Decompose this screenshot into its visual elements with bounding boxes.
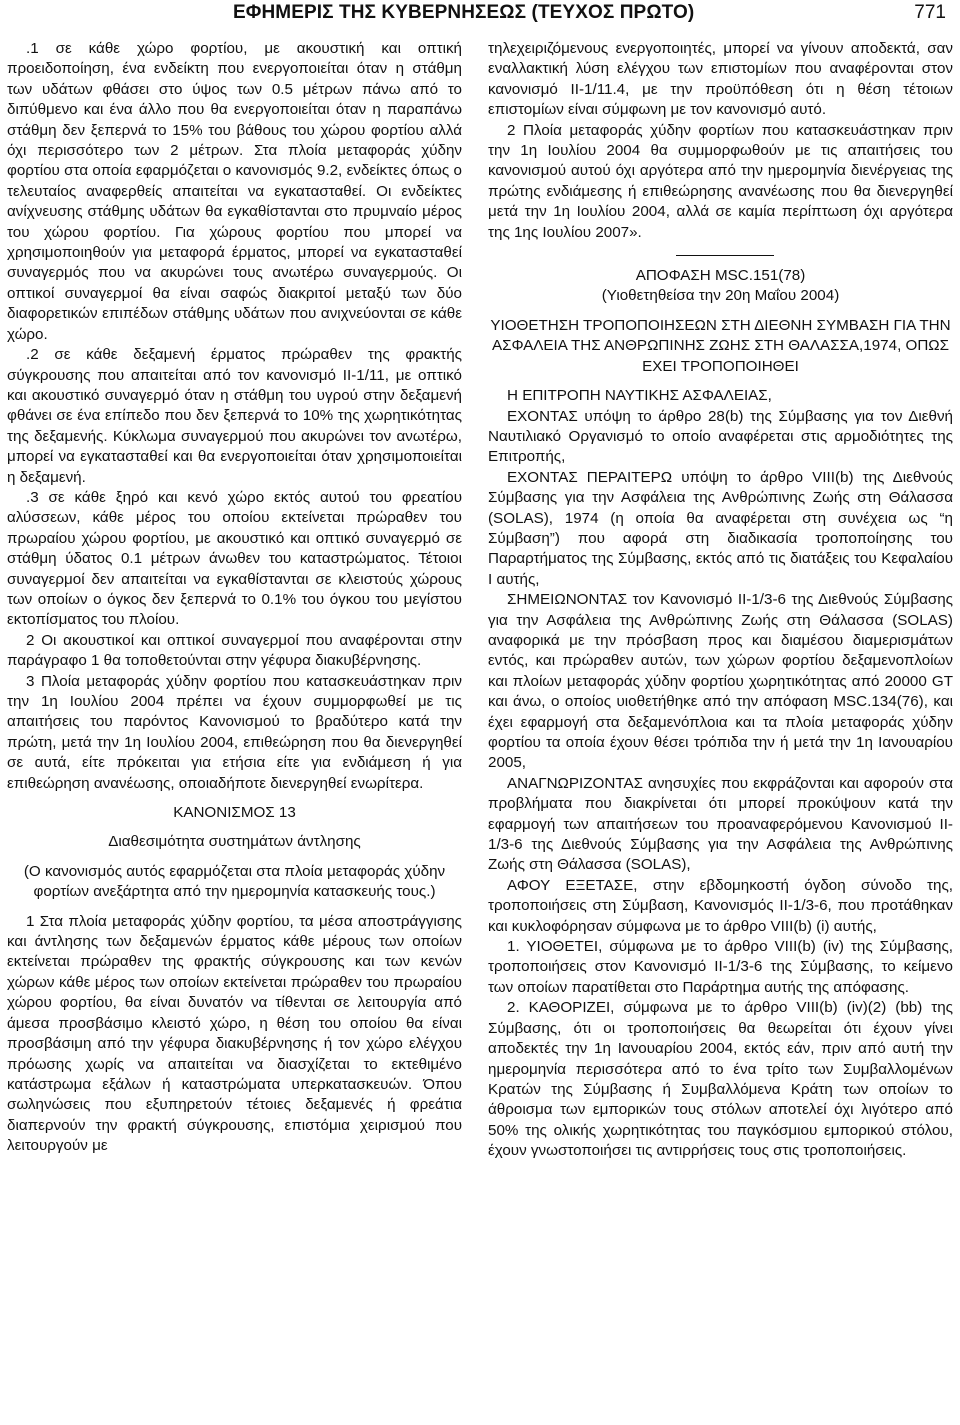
recital-further-bearing: ΕΧΟΝΤΑΣ ΠΕΡΑΙΤΕΡΩ υπόψη το άρθρο VIII(b) της Διεθνούς Σύμβασης για την Ασφάλεια της Ανθρώπινης Ζωής στη Θάλασσα (SOLAS), 1974 (η οποία θα αναφέρεται στη συνέχεια ως “η Σύμβαση”) που αφορά στη διαδικασία τροποποίησης του Παραρτήματος της Σύμβασης, εκτός από τις διατάξεις του Κεφαλαίου I αυτής, [488, 468, 953, 588]
recital-noting: ΣΗΜΕΙΩΝΟΝΤΑΣ τον Κανονισμό II-1/3-6 της Διεθνούς Σύμβασης για την Ασφάλεια της Ανθρώπινης Ζωής στη Θάλασσα (SOLAS) αναφορικά με την πρόσβαση προς και διαμέσου διαμερισμάτων εντός, και πρώραθεν αυτών, των χώρων φορτίου δεξαμενοπλοίων και πλοίων μεταφοράς χύδην φορτίου χωρητικότητας από 20000 GT και άνω, ο οποίος υιοθετήθηκε από την απόφαση MSC.134(76), και έχει εφαρμογή στα δεξαμενόπλοια και τα πλοία μεταφοράς χύδην φορτίου τα οποία έχουν θέσει τρόπιδα την ή μετά την 1η Ιανουαρίου 2005, [488, 591, 953, 772]
paragraph-drainage: 1 Στα πλοία μεταφοράς χύδην φορτίου, τα μέσα αποστράγγισης και άντλησης των δεξαμενών έρματος κάθε μέρους των οποίων εκτείνεται πρώραθεν της φρακτής σύγκρουσης και των κενών χώρων κάθε μέρος των οποίων εκτείνεται πρώραθεν του πρωραίου χώρου φορτίου, θα είναι δυνατόν να τίθενται σε λειτουργία από άμεσα προσβάσιμο κλειστό χώρο, η θέση του οποίου θα είναι προσβάσιμη από την γέφυρα διακυβέρνησης ή τον χώρο ελέγχου πρόωσης χωρίς να απαιτείται να διασχίζεται το εκτεθιμένο κατάστρωμα εξάλων ή καταστρώματα υπερκατασκευών. Όπου σωληνώσεις που εξυπηρετούν τέτοιες δεξαμενές ή φρεάτια διαπερνούν την φρακτή σύγκρουσης, επιστόμια χειρισμού που λειτουργούν με [7, 912, 462, 1155]
adoption-title: ΥΙΟΘΕΤΗΣΗ ΤΡΟΠΟΠΟΙΗΣΕΩΝ ΣΤΗ ΔΙΕΘΝΗ ΣΥΜΒΑΣΗ ΓΙΑ ΤΗΝ ΑΣΦΑΛΕΙΑ ΤΗΣ ΑΝΘΡΩΠΙΝΗΣ ΖΩΗΣ ΣΤΗ ΘΑΛΑΣΣΑ,1974, ΟΠΩΣ ΕΧΕΙ ΤΡΟΠΟΠΟΙΗΘΕΙ [490, 316, 951, 375]
paragraph-item-3: .3 σε κάθε ξηρό και κενό χώρο εκτός αυτού του φρεατίου αλύσσεων, κάθε μέρος του οποίου εκτείνεται πρώραθεν του πρωραίου χώρου φορτίου, με ακουστικό και οπτικό συναγερμό σε στάθμη ύδατος 0.1 μέτρων άνωθεν του καταστρώματος. Τέτοιοι συναγερμοί δεν απαιτείται να εγκαθίστανται σε κλειστούς χώρους των οποίων ο όγκος δεν ξεπερνά το 0.1% του όγκου του μεγίστου εκτοπίσματος του πλοίου. [7, 488, 462, 629]
page-number: 771 [914, 2, 946, 23]
left-column [7, 39, 462, 1157]
running-title: ΕΦΗΜΕΡΙΣ ΤΗΣ ΚΥΒΕΡΝΗΣΕΩΣ (ΤΕΥΧΟΣ ΠΡΩΤΟ) [233, 2, 695, 23]
paragraph-alarms-location: 2 Οι ακουστικοί και οπτικοί συναγερμοί που αναφέρονται στην παράγραφο 1 θα τοποθετούνται στην γέφυρα διακυβέρνησης. [7, 631, 462, 670]
regulation-subtitle: Διαθεσιμότητα συστημάτων άντλησης [108, 833, 361, 851]
paragraph-existing-ships: 3 Πλοία μεταφοράς χύδην φορτίου που κατασκευάστηκαν πριν την 1η Ιουλίου 2004 πρέπει να έχουν συμμορφωθεί με τις απαιτήσεις του παρόντος Κανονισμού το βραδύτερο κατά την πρώτη, μετά την 1η Ιουλίου 2004, επιθεώρηση που θα διενεργηθεί σε αυτά, είτε πρόκειται για ετήσια είτε για ενδιάμεση ή για επιθεώρηση ανανέωσης, οποιαδήποτε διενεργηθεί ενωρίτερα. [7, 672, 462, 792]
paragraph-item-2: .2 σε κάθε δεξαμενή έρματος πρώραθεν της φρακτής σύγκρουσης που απαιτείται από τον κανονισμό II-1/11, με οπτικό και ακουστικό συναγερμό όταν η στάθμη του υγρού στην δεξαμενή φθάνει σε ένα επίπεδο που δεν ξεπερνά το 10% της χωρητικότητας της δεξαμενής. Κύκλωμα συναγερμού που ακυρώνει τον ανωτέρω, μπορεί να εγκατασταθεί και θα ενεργοποιείται όταν χρησιμοποιείται η δεξαμενή. [7, 346, 462, 486]
recital-recognizing: ΑΝΑΓΝΩΡΙΖΟΝΤΑΣ ανησυχίες που εκφράζονται και αφορούν στα προβλήματα που διακρίνεται ότι μπορεί προκύψουν κατά την εφαρμογή των απαιτήσεων του προαναφερόμενου Κανονισμού II-1/3-6 της Διεθνούς Σύμβασης για την Ασφάλεια της Ανθρώπινης Ζωής στη Θάλασσα (SOLAS), [488, 774, 953, 874]
section-divider [676, 255, 774, 256]
recital-having-considered: ΑΦΟΥ ΕΞΕΤΑΣΕ, στην εβδομηκοστή όγδοη σύνοδο της, τροποποιήσεις στη Σύμβαση, Κανονισμός II-1/3-6, που προτάθηκαν και κυκλοφόρησαν σύμφωνα με το άρθρο VIII(b) (i) αυτής, [488, 876, 953, 935]
paragraph-compliance-date: 2 Πλοία μεταφοράς χύδην φορτίων που κατασκευάστηκαν πριν την 1η Ιουλίου 2004 θα συμμορφωθούν με τις απαιτήσεις του κανονισμού αυτού όχι αργότερα από την ημερομηνία διενέργειας της πρώτης ενδιάμεσης ή επιθεώρησης ανανέωσης που θα διενεργηθεί μετά την 1η Ιουλίου 2004, αλλά σε καμία περίπτωση όχι αργότερα της 1ης Ιουλίου 2007». [488, 121, 953, 241]
operative-determines: 2. ΚΑΘΟΡΙΖΕΙ, σύμφωνα με το άρθρο VIII(b) (iv)(2) (bb) της Σύμβασης, ότι οι τροποποιήσεις θα θεωρείται ότι έχουν γίνει αποδεκτές την 1η Ιανουαρίου 2004, εκτός εάν, πριν από αυτή την ημερομηνία περισσότερα από το ένα τρίτο των Συμβαλλομένων Κρατών της Σύμβασης ή Συμβαλλόμενα Κράτη των οποίων το άθροισμα των εμπορικών τους στόλων αποτελεί όχι λιγότερο από 50% της ολικής χωρητικότητας του παγκόσμιου εμπορικού στόλου, έχουν γνωστοποιήσει τις αντιρρήσεις τους στις τροποποιήσεις. [488, 999, 953, 1160]
paragraph-continued: τηλεχειριζόμενους ενεργοποιητές, μπορεί να γίνουν αποδεκτά, σαν εναλλακτική λύση ελέγχου των επιστομίων που αναφέρονται στον κανονισμό II-1/11.4, με την προϋπόθεση ότι η θέση τέτοιων επιστομίων είναι σύμφωνη με τον κανονισμό αυτό. [488, 40, 953, 119]
committee-heading: Η ΕΠΙΤΡΟΠΗ ΝΑΥΤΙΚΗΣ ΑΣΦΑΛΕΙΑΣ, [507, 387, 772, 405]
operative-adopts: 1. ΥΙΟΘΕΤΕΙ, σύμφωνα με το άρθρο VIII(b) (iv) της Σύμβασης, τροποποιήσεις στον Κανονισμό II-1/3-6 της Σύμβασης, το κείμενο των οποίων παρατίθεται στο Παράρτημα αυτής της απόφασης. [488, 938, 953, 996]
recital-bearing-in-mind: ΕΧΟΝΤΑΣ υπόψη το άρθρο 28(b) της Σύμβασης για τον Διεθνή Ναυτιλιακό Οργανισμό το οποίο αναφέρεται στις αρμοδιότητες της Επιτροπής, [488, 407, 953, 466]
regulation-note: (Ο κανονισμός αυτός εφαρμόζεται στα πλοία μεταφοράς χύδην φορτίων ανεξάρτητα από την ημερομηνία κατασκευής τους.) [23, 862, 446, 901]
decision-title: ΑΠΟΦΑΣΗ MSC.151(78) [635, 267, 806, 285]
decision-date: (Υιοθετηθείσα την 20η Μαΐου 2004) [601, 287, 840, 305]
paragraph-item-1: .1 σε κάθε χώρο φορτίου, με ακουστική και οπτική προειδοποίηση, ένα ενδείκτη που ενεργοποιείται όταν η στάθμη των υδάτων φθάσει στο ύψος των 0.5 μέτρων πάνω από το διπύθμενο και ένα άλλο που θα ενεργοποιείται όταν η παραπάνω στάθμη δεν ξεπερνά το 15% του βάθους του χώρου φορτίου αλλά όχι περισσότερο των 2 μέτρων. Στα πλοία μεταφοράς χύδην φορτίου στα οποία εφαρμόζεται ο κανονισμός 9.2, ενδείκτες όπως ο τελευταίος αναφερθείς απαιτείται να εγκατασταθεί. Οι ενδείκτες ανίχνευσης στάθμης υδάτων θα εγκαθίστανται στο πρυμναίο μέρος του χώρου φορτίου. Για χώρους φορτίου που μπορεί να χρησιμοποιηθούν για μεταφορά έρματος, μπορεί να εγκατασταθεί συναγερμός που να ακυρώνει τους ανωτέρω συναγερμούς. Οι οπτικοί συναγερμοί θα είναι σαφώς διακριτοί μεταξύ των δύο διαφορετικών επιπέδων στάθμης υδάτων που ανιχνεύονται σε κάθε χώρο. [7, 40, 462, 343]
right-column [488, 39, 953, 1162]
page-header [0, 0, 960, 34]
regulation-title: ΚΑΝΟΝΙΣΜΟΣ 13 [173, 804, 296, 822]
